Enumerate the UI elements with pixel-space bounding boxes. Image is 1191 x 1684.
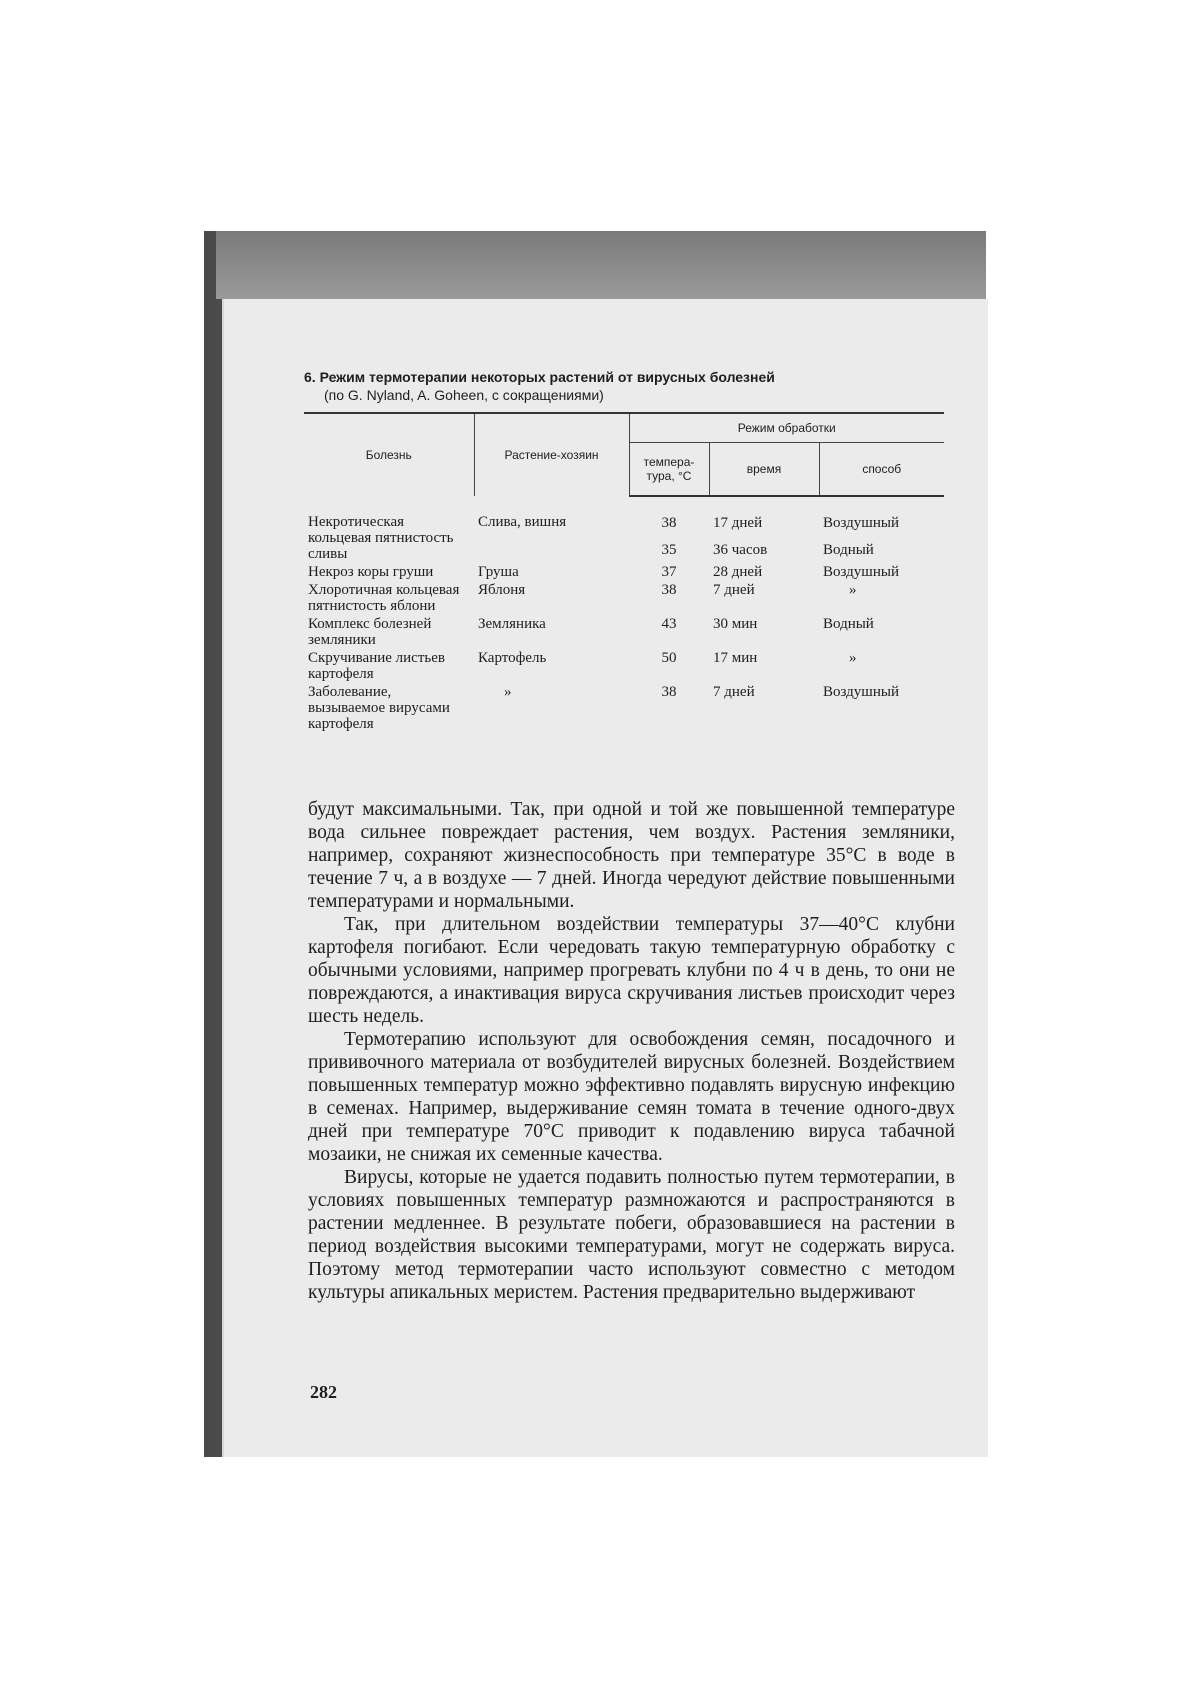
cell-method: Водный <box>823 541 874 558</box>
cell-method: Воздушный <box>823 564 899 580</box>
paragraph: будут максимальными. Так, при одной и той же повышенной температуре вода сильнее повреждает растения, чем воздух. Растения земляники, например, сохраняют жизнеспособность при температуре 35°С в воде в течение 7 ч, а в воздухе — 7 дней. Иногда чередуют действие повышенными температурами и нормальными. <box>308 799 955 912</box>
cell-method: Водный <box>823 616 874 632</box>
cell-temp: 35 <box>661 541 677 558</box>
scan-top-shadow <box>216 231 986 299</box>
cell-disease: Некротическая кольцевая пятнистость сливы <box>308 514 454 562</box>
paragraph: Так, при длительном воздействии температуры 37—40°С клубни картофеля погибают. Если чередовать такую температурную обработку с обычными условиями, например прогревать клубни по 4 ч в день, то они не повреждаются, а инактивация вируса скручивания листьев происходит через шесть недель. <box>308 914 955 1027</box>
cell-host: » <box>504 684 512 700</box>
cell-time: 36 часов <box>713 541 768 558</box>
header-time: время <box>709 443 819 497</box>
cell-host: Картофель <box>478 650 547 666</box>
caption-source: (по G. Nyland, A. Goheen, с сокращениями) <box>324 387 604 403</box>
cell-method: Воздушный <box>823 515 899 531</box>
cell-time: 17 дней <box>713 515 763 531</box>
cell-host: Груша <box>478 564 519 580</box>
cell-time: 7 дней <box>713 582 755 598</box>
table-row <box>304 650 944 684</box>
header-treatment-group: Режим обработки <box>629 413 944 443</box>
table-row <box>304 616 944 650</box>
cell-disease: Комплекс болезней земляники <box>308 616 432 648</box>
cell-temp: 38 <box>661 515 677 531</box>
table-row <box>304 582 944 616</box>
caption-title-line <box>304 368 944 386</box>
thermotherapy-table <box>304 412 944 734</box>
cell-host: Земляника <box>478 616 546 632</box>
cell-disease: Заболевание, вызываемое вирусами картофеля <box>308 684 450 732</box>
table-row <box>304 684 944 734</box>
cell-disease: Скручивание листьев картофеля <box>308 650 445 682</box>
cell-temp: 50 <box>661 650 677 666</box>
paragraph: Термотерапию используют для освобождения семян, посадочного и прививочного материала от возбудителей вирусных болезней. Воздействием повышенных температур можно эффективно подавлять вирусную инфекцию в семенах. Например, выдерживание семян томата в течение одного-двух дней при температуре 70°С приводит к подавлению вируса табачной мозаики, не снижая их семенные качества. <box>308 1029 955 1165</box>
page-number: 282 <box>310 1382 337 1402</box>
cell-host: Яблоня <box>478 582 526 598</box>
paragraph: Вирусы, которые не удается подавить полностью путем термотерапии, в условиях повышенных температур размножаются и распространяются в растении медленнее. В результате побеги, образовавшиеся на растении в период воздействия высокими температурами, могут не содержать вируса. Поэтому метод термотерапии часто используют совместно с методом культуры апикальных меристем. Растения предварительно выдерживают <box>308 1167 955 1303</box>
caption-number: 6. <box>304 369 316 385</box>
header-method: способ <box>819 443 944 497</box>
cell-time: 30 мин <box>713 616 758 632</box>
cell-host: Слива, вишня <box>478 514 567 530</box>
header-disease: Болезнь <box>304 413 474 496</box>
cell-temp: 38 <box>661 582 677 598</box>
cell-method: » <box>849 650 857 666</box>
table-row <box>304 496 944 542</box>
cell-temp: 38 <box>661 684 677 700</box>
cell-disease: Некроз коры груши <box>308 564 434 580</box>
cell-method: Воздушный <box>823 684 899 700</box>
cell-temp: 43 <box>661 616 677 632</box>
cell-temp: 37 <box>661 564 677 580</box>
cell-time: 28 дней <box>713 564 763 580</box>
cell-time: 7 дней <box>713 684 755 700</box>
table-caption <box>304 368 944 404</box>
header-host: Растение-хозяин <box>474 413 629 496</box>
body-text <box>308 798 955 1304</box>
table-row <box>304 564 944 582</box>
header-temperature: темпера-тура, °C <box>629 443 709 497</box>
cell-method: » <box>849 582 857 598</box>
cell-time: 17 мин <box>713 650 758 666</box>
cell-disease: Хлоротичная кольцевая пятнистость яблони <box>308 582 460 614</box>
caption-title: Режим термотерапии некоторых растений от вирусных болезней <box>319 369 775 385</box>
